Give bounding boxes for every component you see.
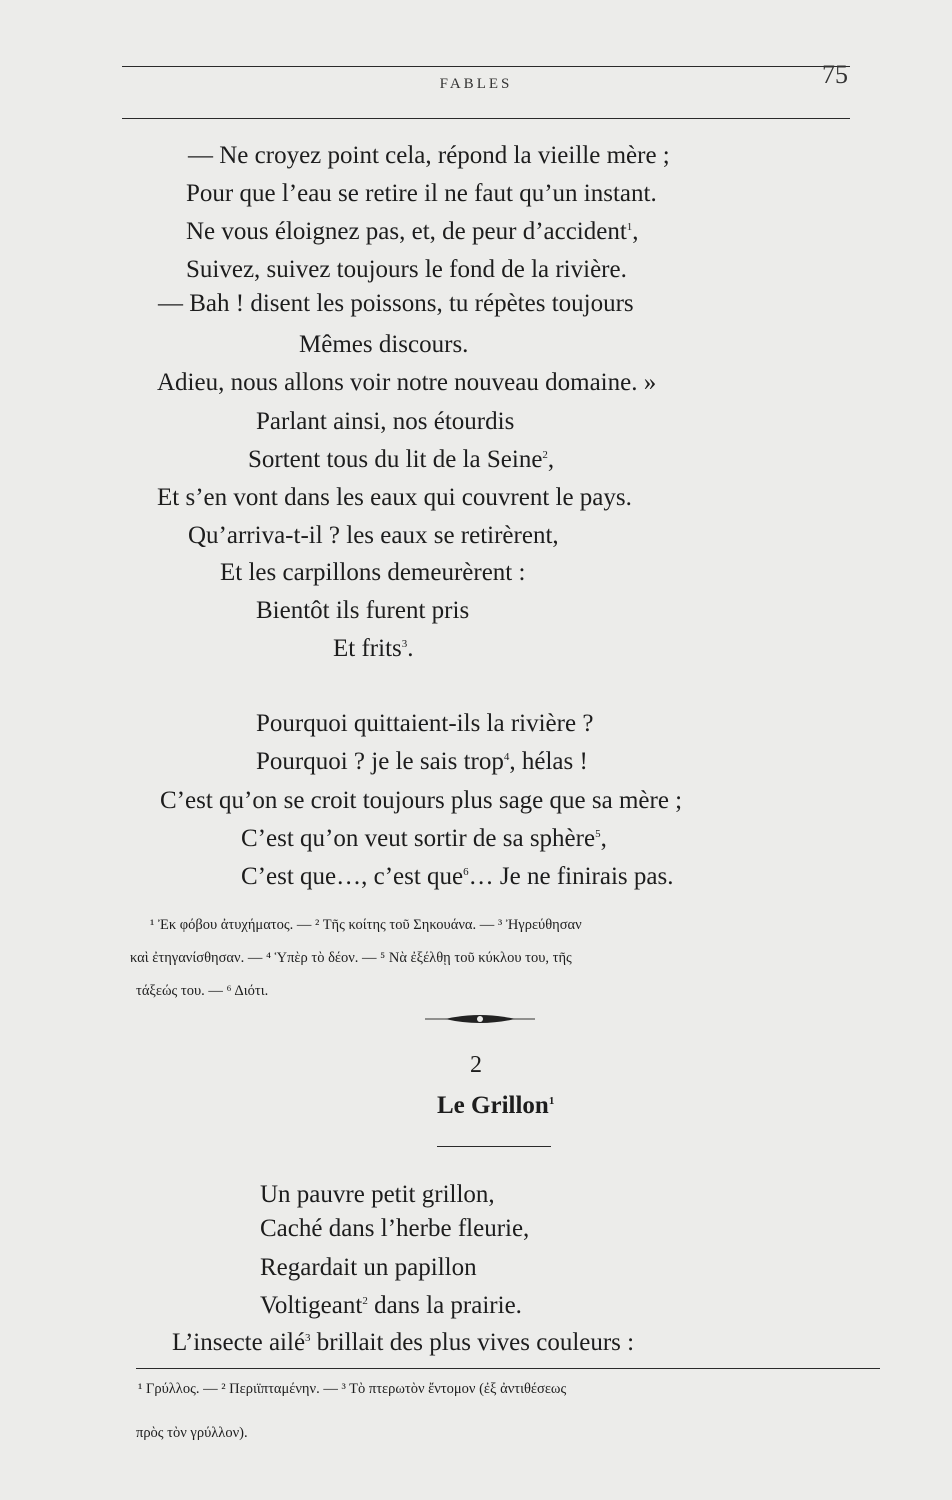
verse-line: C’est qu’on veut sortir de sa sphère$^5$, [241,825,607,852]
verse-line: L’insecte ailé$^3$ brillait des plus vives couleurs : [172,1329,635,1356]
verse-line: Ne vous éloignez pas, et, de peur d’accident$^1$, [186,218,639,245]
header-rule-top [122,66,850,67]
verse-line: Et les carpillons demeurèrent : [220,559,526,586]
footnote-line: ¹ Ἐκ φόβου ἀτυχήματος. — ² Τῆς κοίτης τοῦ Σηκουάνα. — ³ Ἠγρεύθησαν [150,917,582,933]
footnote-line: καὶ ἐτηγανίσθησαν. — ⁴ Ὑπὲρ τὸ δέον. — ⁵ Νὰ ἐξέλθῃ τοῦ κύκλου του, τῆς [130,950,572,966]
ornament-divider [425,1012,535,1026]
footnote-marker: 2 [542,449,548,461]
footnote-marker: 6 [463,866,469,878]
fable-number: 2 [470,1052,482,1078]
verse-line: Regardait un papillon [260,1254,477,1281]
footnote-marker: 1 [626,221,633,233]
footnote-marker: 2 [362,1295,368,1307]
footnote-rule [136,1368,880,1369]
verse-line: Suivez, suivez toujours le fond de la rivière. [186,256,627,283]
verse-line: Pourquoi quittaient-ils la rivière ? [256,710,594,737]
header-rule-bottom [122,118,850,119]
verse-line: Adieu, nous allons voir notre nouveau domaine. » [157,369,657,396]
footnote-marker: 1 [548,1095,555,1107]
verse-line: Qu’arriva-t-il ? les eaux se retirèrent, [188,522,559,549]
verse-line: Et s’en vont dans les eaux qui couvrent le pays. [157,484,632,511]
footnote-line: τάξεώς του. — ⁶ Διότι. [136,983,269,999]
verse-line: — Bah ! disent les poissons, tu répètes toujours [158,290,634,317]
verse-line: Mêmes discours. [299,331,469,358]
verse-line: — Ne croyez point cela, répond la vieille mère ; [188,142,670,169]
footnote-marker: 4 [503,751,510,763]
verse-line: Un pauvre petit grillon, [260,1181,495,1208]
verse-line: Caché dans l’herbe fleurie, [260,1215,530,1242]
page-number: 75 [822,60,848,89]
footnote-line: πρὸς τὸν γρύλλον). [136,1425,248,1441]
title-rule [437,1146,551,1147]
verse-line: C’est qu’on se croit toujours plus sage que sa mère ; [160,787,683,814]
verse-line: Et frits$^3$. [333,635,414,662]
footnote-marker: 5 [595,828,601,840]
verse-line: C’est que…, c’est que$^6$… Je ne finirais pas. [241,863,674,890]
verse-line: Bientôt ils furent pris [256,597,470,624]
verse-line: Sortent tous du lit de la Seine$^2$, [248,446,555,473]
verse-line: Voltigeant$^2$ dans la prairie. [260,1292,522,1319]
fable-title: Le Grillon$^1$ [437,1092,555,1119]
footnote-line: ¹ Γρύλλος. — ² Περιϊπταμένην. — ³ Τὸ πτερωτὸν ἔντομον (ἐξ ἀντιθέσεως [138,1381,567,1397]
verse-line: Pour que l’eau se retire il ne faut qu’un instant. [186,180,657,207]
footnote-marker: 3 [401,638,408,650]
running-head: FABLES [439,76,513,92]
footnote-marker: 3 [305,1332,311,1344]
verse-line: Parlant ainsi, nos étourdis [256,408,515,435]
verse-line: Pourquoi ? je le sais trop$^4$, hélas ! [256,748,588,775]
